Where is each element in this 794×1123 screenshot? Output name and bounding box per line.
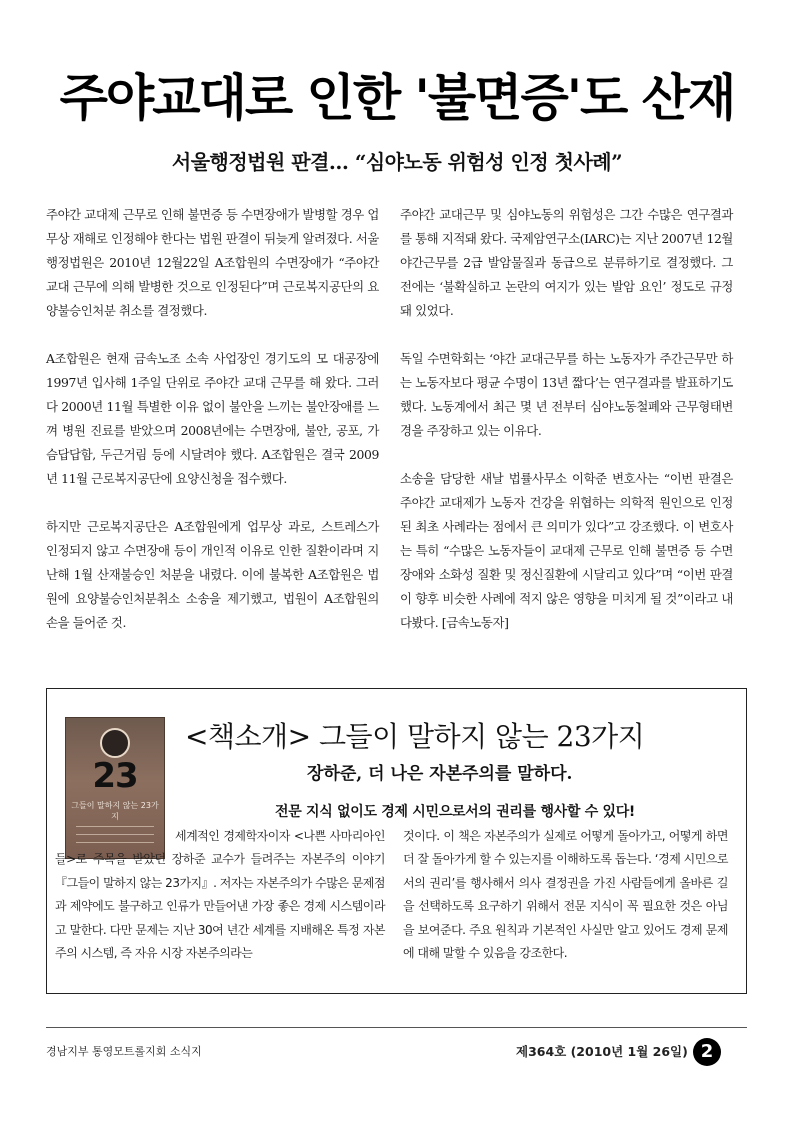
book-subtitle: 장하준, 더 나은 자본주의를 말하다.	[307, 764, 573, 784]
article-left-column	[46, 203, 379, 659]
article-headline: 주야교대로 인한 '불면증'도 산재	[59, 69, 735, 127]
footer-issue: 제364호 (2010년 1월 26일)	[516, 1044, 688, 1059]
book-text-left: 세계적인 경제학자이자 <나쁜 사마리아인들>로 주목을 받았던 장하준 교수가 들려주는 자본주의 이야기 『그들이 말하지 않는 23가지』. 저자는 자본주의가 수많은 문제점과 제약에도 불구하고 인류가 만들어낸 가장 좋은 경제 시스템이라고 말한다. 다만 문제는 지난 30여 년간 세계를 지배해온 특정 자본주의 시스템, 즉 자유 시장 자본주의라는	[55, 829, 385, 961]
cover-title: 그들이 말하지 않는 23가지	[71, 801, 159, 821]
cover-portrait-icon	[100, 728, 130, 758]
book-tagline: 전문 지식 없이도 경제 시민으로서의 권리를 행사할 수 있다!	[274, 804, 636, 820]
article-paragraph: 주야간 교대근무 및 심야노동의 위험성은 그간 수많은 연구결과를 통해 지적돼 왔다. 국제암연구소(IARC)는 지난 2007년 12월 야간근무를 2급 발암물질과 동급으로 분류하기로 결정했다. 그전에는 ‘불확실하고 논란의 여지가 있는 발암 요인’ 정도로 규정돼 있었다.	[400, 207, 733, 318]
article-paragraph: 하지만 근로복지공단은 A조합원에게 업무상 과로, 스트레스가 인정되지 않고 수면장애 등이 개인적 이유로 인한 질환이라며 지난해 1월 산재불승인 처분을 내렸다. 이에 불복한 A조합원은 법원에 요양불승인처분취소 소송을 제기했고, 법원이 A조합원의 손을 들어준 것.	[46, 519, 379, 630]
page-number-badge: 2	[693, 1038, 721, 1066]
footer-divider	[46, 1027, 747, 1028]
footer-publication: 경남지부 통영모트롤지회 소식지	[46, 1045, 202, 1058]
article-paragraph: A조합원은 현재 금속노조 소속 사업장인 경기도의 모 대공장에 1997년 입사해 1주일 단위로 주야간 교대 근무를 해 왔다. 그러다 2000년 11월 특별한 이유 없이 불안을 느끼는 불안장애를 느껴 병원 진료를 받았으며 2008년에는 수면장애, 불안, 공포, 가슴답답함, 두근거림 등에 시달려야 했다. A조합원은 결국 2009년 11월 근로복지공단에 요양신청을 접수했다.	[46, 351, 379, 486]
book-review-box	[46, 688, 747, 994]
book-title: <책소개> 그들이 말하지 않는 23가지	[185, 720, 645, 753]
book-text-right: 것이다. 이 책은 자본주의가 실제로 어떻게 돌아가고, 어떻게 하면 더 잘 돌아가게 할 수 있는지를 이해하도록 돕는다. ‘경제 시민으로서의 권리’를 행사해서 의사 결정권을 가진 사람들에게 올바른 길을 선택하도록 요구하기 위해서 전문 지식이 꼭 필요한 것은 아님을 보여준다. 주요 원칙과 기본적인 사실만 알고 있어도 경제 문제에 대해 말할 수 있음을 강조한다.	[403, 829, 728, 961]
article-paragraph: 주야간 교대제 근무로 인해 불면증 등 수면장애가 발병할 경우 업무상 재해로 인정해야 한다는 법원 판결이 뒤늦게 알려졌다. 서울행정법원은 2010년 12월22일 A조합원의 수면장애가 “주야간 교대 근무에 의해 발병한 것으로 인정된다”며 근로복지공단의 요양불승인처분 취소를 결정했다.	[46, 207, 379, 318]
article-paragraph: 소송을 담당한 새날 법률사무소 이학준 변호사는 “이번 판결은 주야간 교대제가 노동자 건강을 위협하는 의학적 원인으로 인정된 최초 사례라는 점에서 큰 의미가 있다”고 강조했다. 이 변호사는 특히 “수많은 노동자들이 교대제 근무로 인해 불면증 등 수면장애와 소화성 질환 및 정신질환에 시달리고 있다”며 “이번 판결이 향후 비슷한 사례에 적지 않은 영향을 미치게 될 것”이라고 내다봤다. [금속노동자]	[400, 471, 733, 630]
article-right-column	[400, 203, 733, 659]
article-subheadline: 서울행정법원 판결… “심야노동 위험성 인정 첫사례”	[171, 150, 623, 174]
cover-number: 23	[92, 756, 138, 796]
article-paragraph: 독일 수면학회는 ‘야간 교대근무를 하는 노동자가 주간근무만 하는 노동자보다 평균 수명이 13년 짧다’는 연구결과를 발표하기도 했다. 노동계에서 최근 몇 년 전부터 심야노동철폐와 근무형태변경을 주장하고 있는 이유다.	[400, 351, 733, 438]
